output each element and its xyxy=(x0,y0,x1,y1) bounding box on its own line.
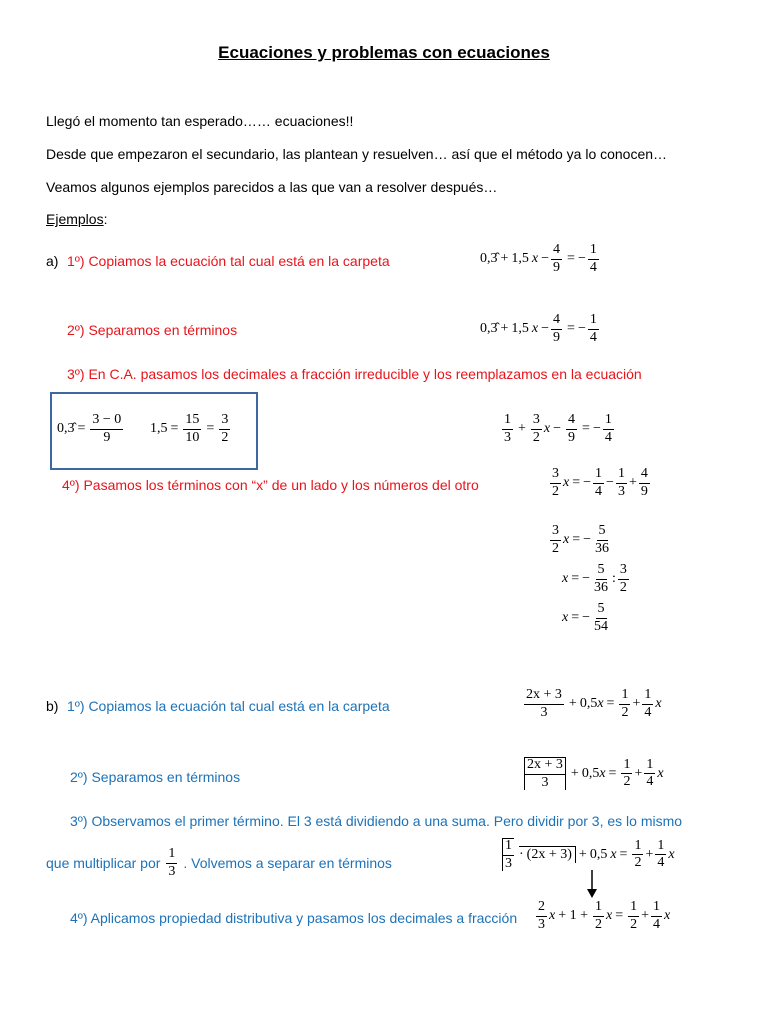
equation-a-6: x = − $\frac{5}{36}$ : $\frac{3}{2}$ xyxy=(562,562,627,595)
page-title: Ecuaciones y problemas con ecuaciones xyxy=(218,43,550,62)
example-b-step-2: 2º) Separamos en términos xyxy=(70,769,241,785)
example-b-step-3-cont: que multiplicar por $\frac{1}{3}$ . Volvemos a separar en términos xyxy=(46,846,392,879)
equation-a-5: $\frac{3}{2}$ x = − $\frac{5}{36}$ xyxy=(552,523,610,556)
equation-b-1: $\frac{2x + 3}{3}$ + 0,5 x = $\frac{1}{2}$ + $\frac{1}{4}$ x xyxy=(526,687,662,720)
overbrace-term: $\frac{2x + 3}{3}$ xyxy=(524,757,566,790)
conversion-periodic: 0, 3̂ = $\frac{3 - 0}{9}$ xyxy=(57,412,122,445)
equation-b-2: $\frac{2x + 3}{3}$ + 0,5 x = $\frac{1}{2}$ + $\frac{1}{4}$ x xyxy=(522,753,664,790)
examples-heading xyxy=(46,211,107,227)
examples-label: Ejemplos xyxy=(46,211,104,227)
equation-a-result: x = − $\frac{5}{54}$ xyxy=(562,601,609,634)
equation-a-1: 0,3̂ + 1,5 x − $\frac{4}{9}$ = − $\frac{1}{4}$ xyxy=(480,242,597,275)
examples-colon: : xyxy=(103,211,108,227)
example-b-step-1: 1º) Copiamos la ecuación tal cual está en la carpeta xyxy=(67,698,390,714)
example-a-step-4: 4º) Pasamos los términos con “x” de un lado y los números del otro xyxy=(62,477,479,493)
example-a-step-3: 3º) En C.A. pasamos los decimales a fracción irreducible y los reemplazamos en la ecuación xyxy=(67,366,642,382)
example-b-marker: b) xyxy=(46,698,59,714)
conversion-decimal: 1,5 = $\frac{15}{10}$ = $\frac{3}{2}$ xyxy=(150,412,229,445)
example-b-step-3: 3º) Observamos el primer término. El 3 está dividiendo a una suma. Pero dividir por 3, es lo mismo xyxy=(70,813,683,829)
intro-line-1: Llegó el momento tan esperado…… ecuaciones!! xyxy=(46,113,354,129)
intro-line-2: Desde que empezaron el secundario, las plantean y resuelven… así que el método ya lo conocen… xyxy=(46,146,668,162)
equation-a-3: $\frac{1}{3}$ + $\frac{3}{2}$ x − $\frac{4}{9}$ = − $\frac{1}{4}$ xyxy=(504,412,612,445)
equation-b-3: $\frac{1}{3}$ · (2x + 3) + 0,5 x = $\frac{1}{2}$ + $\frac{1}{4}$ x xyxy=(500,838,675,871)
equation-b-4: $\frac{2}{3}$ x + 1 + $\frac{1}{2}$ x = $\frac{1}{2}$ + $\frac{1}{4}$ x xyxy=(538,899,671,932)
intro-line-3: Veamos algunos ejemplos parecidos a las que van a resolver después… xyxy=(46,179,498,195)
example-b-step-4: 4º) Aplicamos propiedad distributiva y pasamos los decimales a fracción xyxy=(70,910,518,926)
decimal-periodic: 0,3̂ xyxy=(480,251,498,267)
equation-a-2: 0, 3̂ + 1,5 x − $\frac{4}{9}$ = − $\frac{1}{4}$ xyxy=(480,312,597,345)
arrow-down-icon xyxy=(585,870,599,900)
equation-a-4: $\frac{3}{2}$ x = − $\frac{1}{4}$ − $\frac{1}{3}$ + $\frac{4}{9}$ xyxy=(552,466,648,499)
example-a-step-1: 1º) Copiamos la ecuación tal cual está en la carpeta xyxy=(67,253,390,269)
example-a-marker: a) xyxy=(46,253,59,269)
example-a-step-2: 2º) Separamos en términos xyxy=(67,322,238,338)
